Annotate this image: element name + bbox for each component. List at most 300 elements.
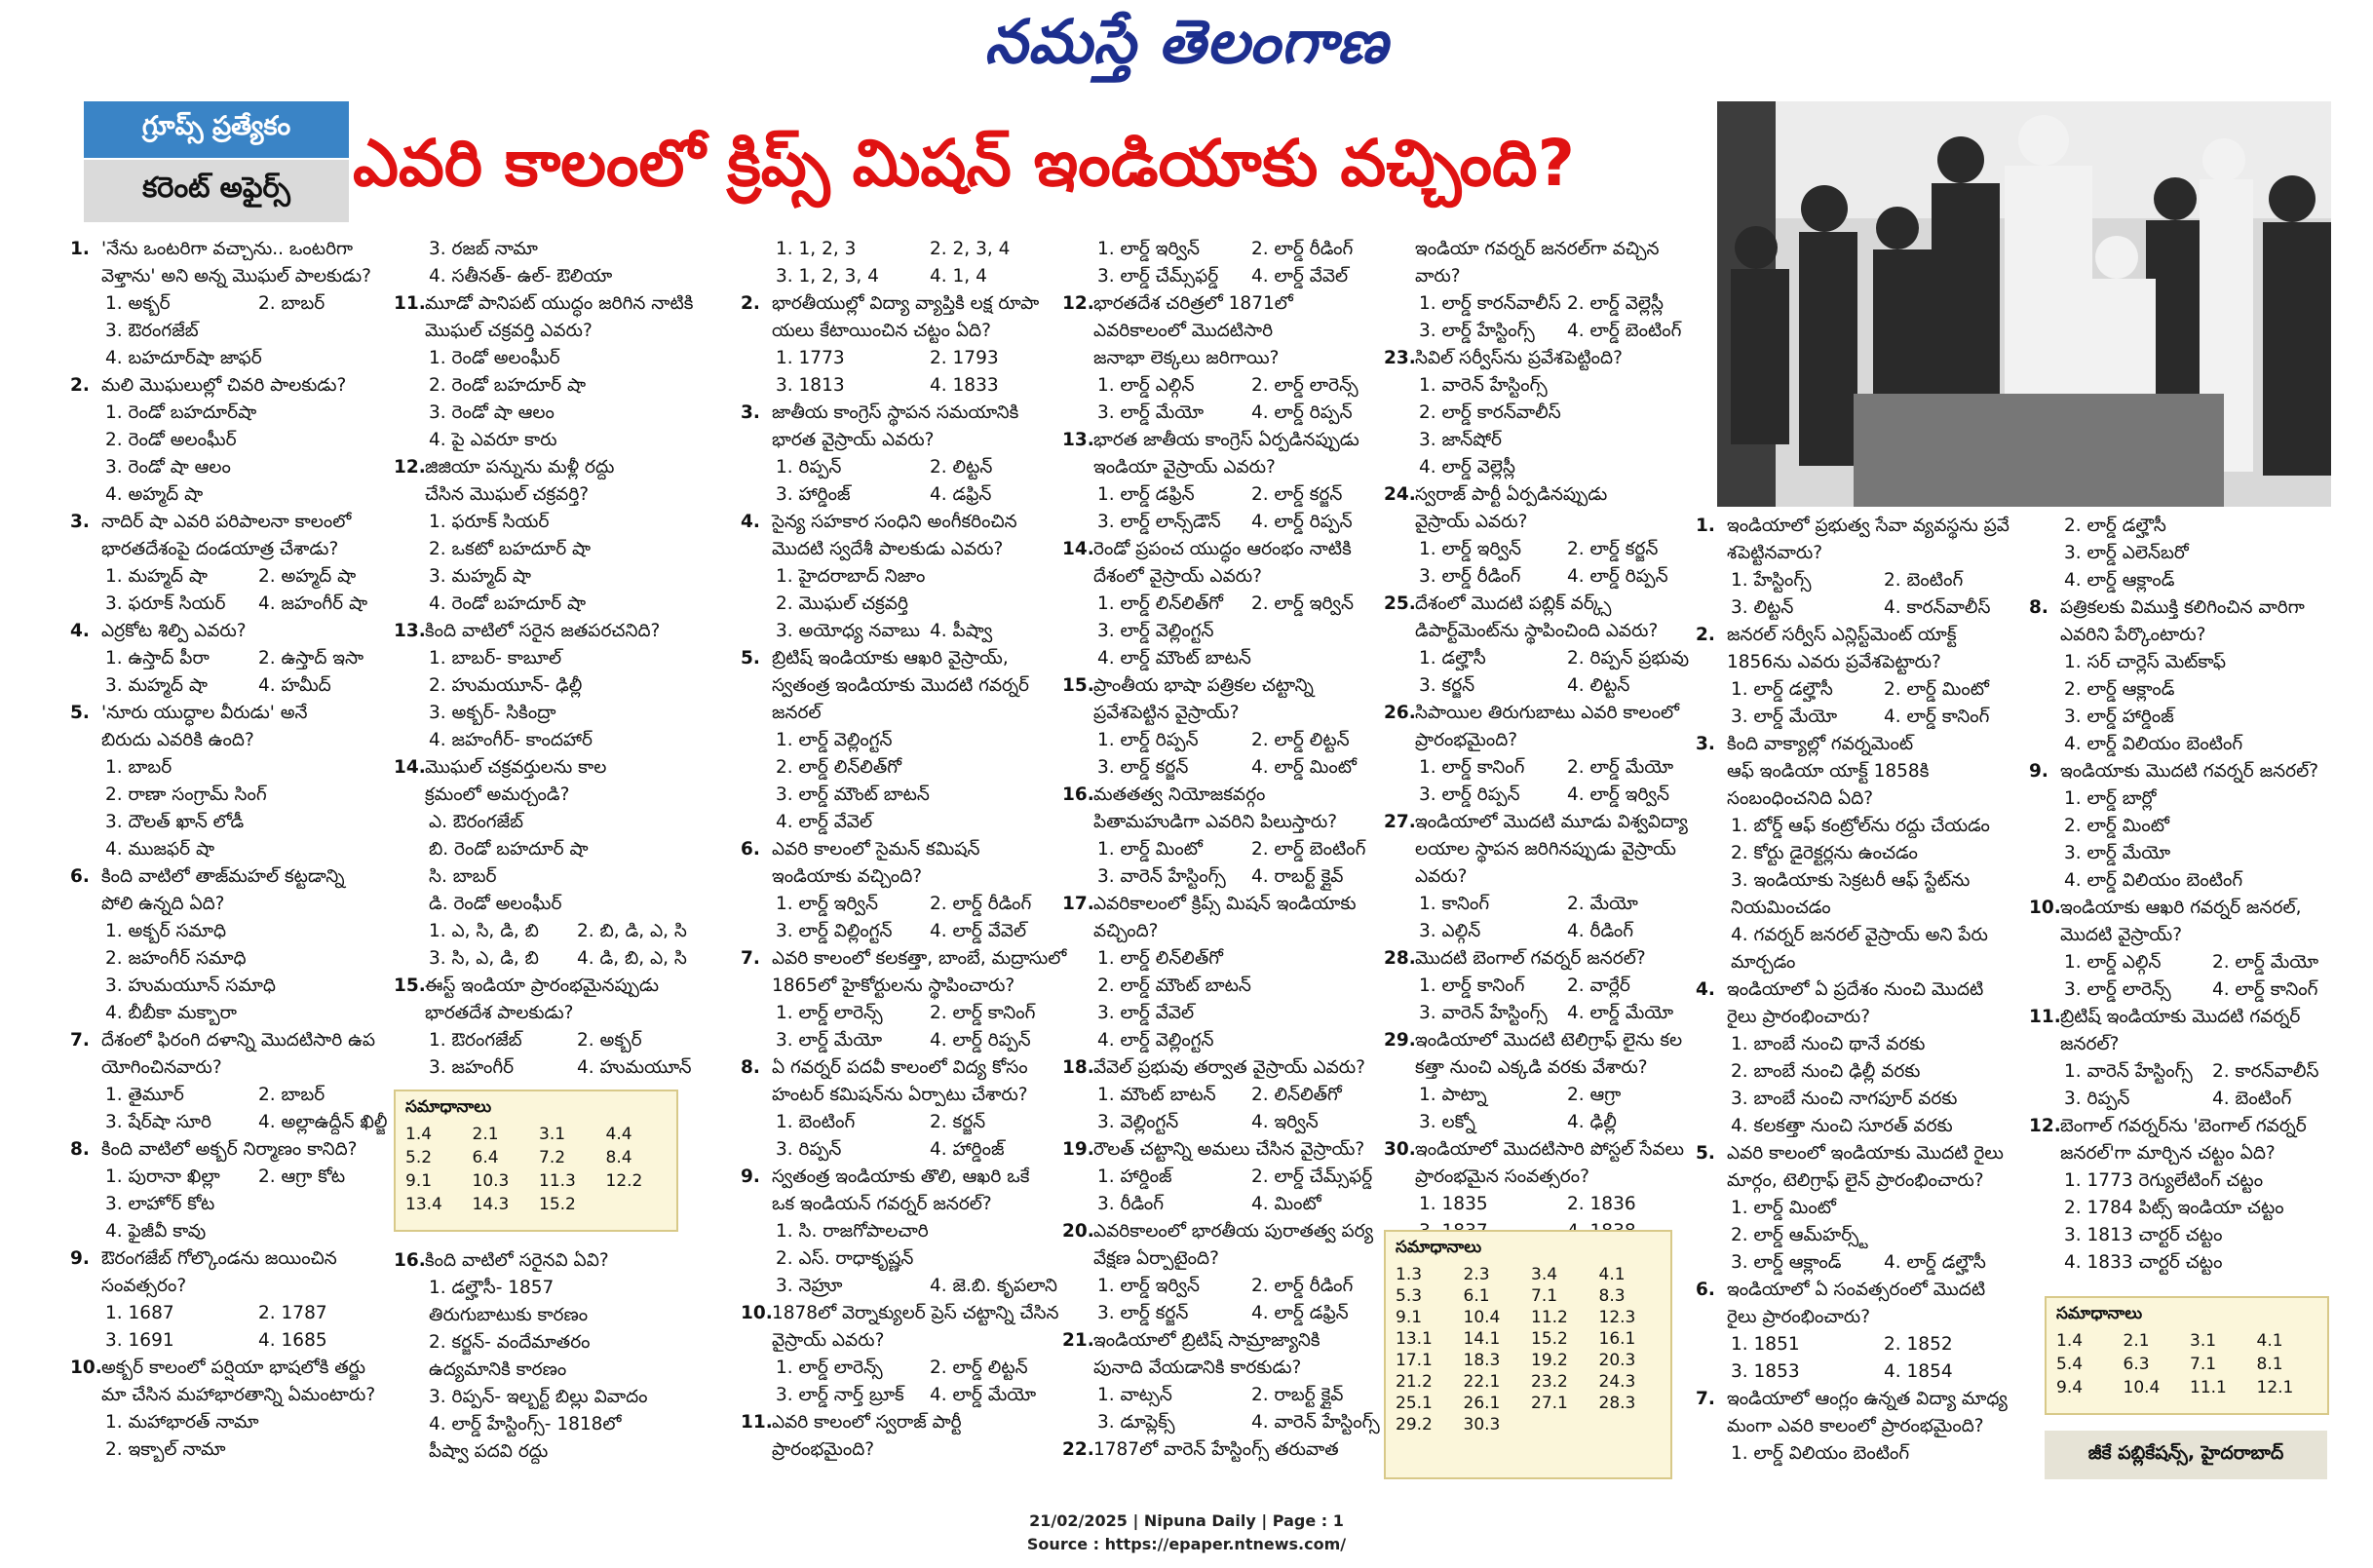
question-number: 1. — [70, 239, 90, 259]
option: 4. కారన్‌వాలీస్ — [1884, 597, 1991, 618]
topic-tag: కరెంట్ అఫైర్స్ — [84, 160, 349, 222]
question-text: 15.ప్రాంతీయ భాషా పత్రికల చట్టాన్ని — [1062, 672, 1405, 700]
question-text: శపెట్టినవారు? — [1727, 543, 1823, 563]
option: 1. లార్డ్ ఇర్విన్ — [1097, 239, 1200, 259]
answer-item: 9.1 — [1396, 1308, 1423, 1327]
option: 3. మహ్మద్ షా — [105, 675, 208, 696]
option-pair — [1062, 509, 1405, 536]
option: 4. లార్డ్ రిప్పన్ — [930, 1030, 1031, 1051]
option-pair — [394, 918, 725, 945]
option-pair — [1696, 1358, 2037, 1386]
question-text: 10.1878లో వెర్నాక్యులర్ ప్రెస్ చట్టాన్ని చేసిన — [741, 1300, 1084, 1327]
question-number: 26. — [1384, 703, 1416, 723]
option: 2. బాంబే నుంచి ఢిల్లీ వరకు — [1731, 1061, 1921, 1082]
option-pair — [741, 454, 1084, 481]
option: 3. హార్డింజ్ — [776, 484, 851, 505]
option: 1. లార్డ్ ఇర్విన్ — [776, 894, 878, 914]
question-number: 7. — [70, 1030, 90, 1051]
option: 3. లార్డ్ ఎలెన్‌బరో — [2064, 543, 2189, 563]
question-text: మొఘల్ చక్రవర్తి ఎవరు? — [425, 321, 593, 341]
question-text: 1. 'నేను ఒంటరిగా వచ్చాను.. ఒంటరిగా — [70, 236, 411, 263]
option: 3. నెహ్రూ — [776, 1276, 843, 1296]
answer-item: 3.1 — [539, 1125, 566, 1144]
option: 4. డఫ్రిన్ — [930, 484, 992, 505]
option-pair — [1062, 1300, 1405, 1327]
option: 3. సి, ఎ, డి, బి — [429, 948, 539, 969]
option: 2. లార్డ్ వెల్లెస్లీ — [1567, 293, 1665, 314]
option-pair — [1062, 1409, 1405, 1436]
question-number: 15. — [394, 975, 426, 996]
option: 4. లార్డ్ రిప్పన్ — [1251, 402, 1353, 423]
option: 2. బాబర్ — [258, 1085, 325, 1105]
option: 1. మహాభారత్ నామా — [105, 1412, 259, 1433]
option: 2. లార్డ్ లిన్‌లిత్‌గో — [776, 757, 901, 778]
option: 1. బెంటింగ్ — [776, 1112, 856, 1132]
question-text: 15.ఈస్ట్ ఇండియా ప్రారంభమైనప్పుడు — [394, 973, 725, 1000]
option-pair — [741, 1355, 1084, 1382]
option: ఎ. ఔరంగజేబ్ — [429, 812, 523, 832]
question-text: 14.మొఘల్ చక్రవర్తులను కాల — [394, 754, 725, 782]
option-pair — [2029, 949, 2360, 976]
option: 1. డల్హౌసీ — [1419, 648, 1486, 669]
question-number: 9. — [70, 1248, 90, 1269]
question-text: 28.మొదటి బెంగాల్ గవర్నర్ జనరల్? — [1384, 945, 1715, 973]
option: పీష్వా పదవి రద్దు — [429, 1441, 549, 1462]
question-text: వెళ్తాను' అని అన్న మొఘల్ పాలకుడు? — [101, 266, 371, 287]
question-text: ఇండియాకు వచ్చింది? — [772, 866, 923, 887]
question-text: 13.కింది వాటిలో సరైన జతపరచనిది? — [394, 618, 725, 645]
question-text: భారత వైస్రాయ్ ఎవరు? — [772, 430, 935, 450]
option: 2. లార్డ్ ఇర్విన్ — [1251, 593, 1354, 614]
option: 2. లార్డ్ చేమ్స్‌ఫర్డ్ — [1251, 1166, 1373, 1187]
option: 4. లార్డ్ డఫ్రిన్ — [1251, 1303, 1349, 1323]
option: 1. హార్డింజ్ — [1097, 1166, 1172, 1187]
question-text: 7. ఎవరి కాలంలో కలకత్తా, బాంబే, మద్రాసులో — [741, 945, 1084, 973]
answer-item: 10.4 — [1463, 1308, 1501, 1327]
question-text: ఇండియా గవర్నర్ జనరల్‌గా వచ్చిన — [1415, 239, 1660, 259]
option: 4. లార్డ్ డల్హౌసీ — [1884, 1252, 1986, 1273]
question-text: 10.ఇండియాకు ఆఖరి గవర్నర్ జనరల్, — [2029, 895, 2360, 922]
question-number: 14. — [394, 757, 426, 778]
option: 1. సి. రాజగోపాలచారి — [776, 1221, 929, 1242]
answer-item: 9.4 — [2056, 1378, 2084, 1397]
option: 2. లార్డ్ మేయో — [2212, 952, 2319, 973]
question-text: 17.ఎవరికాలంలో క్రిప్స్ మిషన్ ఇండియాకు — [1062, 891, 1405, 918]
answer-item: 25.1 — [1396, 1394, 1433, 1413]
option-pair — [1062, 1191, 1405, 1218]
question-text: 9. ఇండియాకు మొదటి గవర్నర్ జనరల్? — [2029, 758, 2360, 785]
answer-item: 19.2 — [1531, 1351, 1568, 1370]
option-pair — [1062, 400, 1405, 427]
question-text: 23.సివిల్ సర్వీస్‌ను ప్రవేశపెట్టింది? — [1384, 345, 1715, 372]
answer-item: 1.3 — [1396, 1265, 1423, 1284]
option-pair — [1062, 754, 1405, 782]
option: 1. 1773 — [776, 348, 845, 368]
option-pair — [394, 1027, 725, 1054]
option: 2. ఇక్బాల్ నామా — [105, 1439, 226, 1460]
option: 2. కోర్టు డైరెక్టర్లను ఉంచడం — [1731, 843, 1918, 863]
option-pair — [1384, 1082, 1715, 1109]
question-number: 7. — [1696, 1389, 1715, 1409]
answer-item: 7.2 — [539, 1148, 566, 1167]
question-text: ఎవరిని పేర్కొంటారు? — [2060, 625, 2206, 645]
option: 2. 2, 3, 4 — [930, 239, 1011, 259]
option-pair — [70, 290, 411, 318]
option-pair — [70, 591, 411, 618]
option: 4. లార్డ్ వేవెల్ — [776, 812, 873, 832]
answer-item: 2.1 — [2123, 1331, 2150, 1351]
option: 3. బాంబే నుంచి నాగపూర్ వరకు — [1731, 1089, 1958, 1109]
option: 4. 1685 — [258, 1330, 327, 1351]
option-pair — [741, 1027, 1084, 1054]
option: 3. లక్నో — [1419, 1112, 1475, 1132]
question-text: 10.అక్బర్ కాలంలో పర్షియా భాషలోకి తర్జు — [70, 1355, 411, 1382]
answer-item: 9.1 — [405, 1171, 433, 1191]
answer-item: 12.1 — [2256, 1378, 2294, 1397]
option: 1. లార్డ్ లిన్‌లిత్‌గో — [1097, 948, 1223, 969]
answer-box-british — [1384, 1230, 1672, 1479]
option: 2. లార్డ్ కర్జన్ — [1251, 484, 1343, 505]
question-text: 9. ఔరంగజేబ్ గోల్కొండను జయించిన — [70, 1245, 411, 1273]
option: 3. 1813 చార్టర్ చట్టం — [2064, 1225, 2223, 1245]
option: 1. ఉస్తాద్ పీరా — [105, 648, 210, 669]
option: 4. ముజఫర్ షా — [105, 839, 215, 860]
option-pair — [1384, 672, 1715, 700]
answer-item: 12.2 — [605, 1171, 643, 1191]
option: 3. లార్డ్ ఆక్లాండ్ — [1731, 1252, 1842, 1273]
option: 1. సర్ చార్లెస్ మెట్‌కాఫ్ — [2064, 652, 2227, 672]
option: 2. లార్డ్ రీడింగ్ — [1251, 239, 1354, 259]
option-pair — [741, 618, 1084, 645]
question-text: 19.రౌలత్ చట్టాన్ని అమలు చేసిన వైస్రాయ్? — [1062, 1136, 1405, 1164]
option: 3. లార్డ్ లారెన్స్ — [2064, 979, 2171, 1000]
question-number: 16. — [1062, 784, 1094, 805]
option: 1. బోర్డ్ ఆఫ్ కంట్రోల్‌ను రద్దు చేయడం — [1731, 816, 1990, 836]
question-text: వచ్చింది? — [1093, 921, 1159, 941]
question-text: యలు కేటాయించిన చట్టం ఏది? — [772, 321, 991, 341]
option-pair — [1384, 973, 1715, 1000]
option-pair — [1384, 782, 1715, 809]
question-column-3 — [741, 236, 1084, 1493]
option: 2. 1787 — [258, 1303, 327, 1323]
question-text: 26.సిపాయిల తిరుగుబాటు ఎవరి కాలంలో — [1384, 700, 1715, 727]
question-text: పునాది వేయడానికి కారకుడు? — [1093, 1358, 1302, 1378]
option: 4. లార్డ్ ఆక్లాండ్ — [2064, 570, 2175, 591]
answer-item: 29.2 — [1396, 1415, 1433, 1434]
question-text: లయాల స్థాపన జరిగినప్పుడు వైస్రాయ్ — [1415, 839, 1676, 860]
option: 2. లార్డ్ బెంటింగ్ — [1251, 839, 1366, 860]
question-text: 3. నాదిర్ షా ఎవరి పరిపాలనా కాలంలో — [70, 509, 411, 536]
option: 2. రెండో బహదూర్ షా — [429, 375, 587, 396]
option-pair — [1696, 676, 2037, 704]
option: 2. ఒకటో బహదూర్ షా — [429, 539, 592, 559]
option: 1. అక్బర్ — [105, 293, 171, 314]
option: 2. లార్డ్ లారెన్స్ — [1251, 375, 1359, 396]
option-pair — [1384, 318, 1715, 345]
option-pair — [1062, 727, 1405, 754]
option-pair — [1384, 563, 1715, 591]
option: 4. అహ్మద్ షా — [105, 484, 204, 505]
option: 3. లార్డ్ మౌంట్ బాటన్ — [776, 784, 930, 805]
option-pair — [2029, 976, 2360, 1004]
option-pair — [1696, 1331, 2037, 1358]
question-number: 9. — [741, 1166, 760, 1187]
question-number: 4. — [70, 621, 90, 641]
option: 4. లార్డ్ వెల్లెస్లీ — [1419, 457, 1516, 478]
question-text: 6. ఇండియాలో ఏ సంవత్సరంలో మొదటి — [1696, 1277, 2037, 1304]
question-text: 21.ఇండియాలో బ్రిటిష్ సామ్రాజ్యానికి — [1062, 1327, 1405, 1355]
question-text: ఎవరు? — [1415, 866, 1468, 887]
question-number: 13. — [1062, 430, 1094, 450]
option-pair — [741, 1109, 1084, 1136]
question-text: 7. ఇండియాలో ఆంగ్లం ఉన్నత విద్యా మాధ్య — [1696, 1386, 2037, 1413]
question-number: 18. — [1062, 1057, 1094, 1078]
option: 2. రెండో అలంఘీర్ — [105, 430, 237, 450]
option: 4. సతీనత్- ఉల్- ఔలియా — [429, 266, 613, 287]
question-number: 11. — [741, 1412, 773, 1433]
option: 4. లార్డ్ విలియం బెంటింగ్ — [2064, 870, 2243, 891]
option: 1. 1687 — [105, 1303, 174, 1323]
option: 3. లార్డ్ నార్త్ బ్రూక్ — [776, 1385, 904, 1405]
option-pair — [1384, 918, 1715, 945]
question-number: 21. — [1062, 1330, 1094, 1351]
question-number: 19. — [1062, 1139, 1094, 1160]
answer-item: 27.1 — [1531, 1394, 1568, 1413]
option: 4. హుమయూన్ — [577, 1057, 692, 1078]
question-text: ప్రవేశపెట్టిన వైస్రాయ్? — [1093, 703, 1240, 723]
option: 2. జహంగీర్ సమాధి — [105, 948, 247, 969]
option: 3. వారెన్ హేస్టింగ్స్ — [1097, 866, 1226, 887]
option: 4. 1854 — [1884, 1361, 1953, 1382]
option-pair — [741, 1000, 1084, 1027]
option-pair — [1062, 1382, 1405, 1409]
question-text: మంగా ఎవరి కాలంలో ప్రారంభమైంది? — [1727, 1416, 1984, 1436]
question-text: 2. జనరల్ సర్వీస్ ఎన్లిస్ట్‌మెంట్ యాక్ట్ — [1696, 622, 2037, 649]
option: 4. బహదూర్‌షా జాఫర్ — [105, 348, 262, 368]
publisher-credit: జీకే పబ్లికేషన్స్, హైదరాబాద్ — [2045, 1431, 2327, 1479]
answer-box-label: సమాధానాలు — [405, 1097, 492, 1117]
option: 2. ఆగ్రా కోట — [258, 1166, 346, 1187]
option: 3. లార్డ్ హార్డింజ్ — [2064, 707, 2174, 727]
option: 1. వారెన్ హేస్టింగ్స్ — [2064, 1061, 2193, 1082]
question-text: 3. జాతీయ కాంగ్రెస్ స్థాపన సమయానికి — [741, 400, 1084, 427]
option: 2. ఉస్తాద్ ఇసా — [258, 648, 364, 669]
option: 2. లార్డ్ ఆక్లాండ్ — [2064, 679, 2175, 700]
question-text: 7. దేశంలో ఫిరంగి దళాన్ని మొదటిసారి ఉప — [70, 1027, 411, 1054]
question-text: 25.దేశంలో మొదటి పబ్లిక్ వర్క్స్ — [1384, 591, 1715, 618]
answer-item: 20.3 — [1598, 1351, 1636, 1370]
option: 3. షేర్‌షా సూరి — [105, 1112, 211, 1132]
option: 4. 1833 చార్టర్ చట్టం — [2064, 1252, 2223, 1273]
option: 2. లిన్‌లిత్‌గో — [1251, 1085, 1342, 1105]
option: 3. రజబ్ నామా — [429, 239, 538, 259]
option: 3. అయోధ్య నవాబు — [776, 621, 920, 641]
answer-item: 11.3 — [539, 1171, 576, 1191]
option: నియమించడం — [1731, 898, 1831, 918]
option-pair — [741, 891, 1084, 918]
option: 4. ఫైజీవీ కావు — [105, 1221, 207, 1242]
option: 3. ఇండియాకు సెక్రటరీ ఆఫ్ స్టేట్‌ను — [1731, 870, 1971, 891]
option: 4. పీష్వా — [930, 621, 993, 641]
option: 3. లార్డ్ వేవెల్ — [1097, 1003, 1195, 1023]
question-text: 4. ఇండియాలో ఏ ప్రదేశం నుంచి మొదటి — [1696, 976, 2037, 1004]
option: 4. లార్డ్ కానింగ్ — [2212, 979, 2318, 1000]
question-text: యోగించినవారు? — [101, 1057, 222, 1078]
question-number: 25. — [1384, 593, 1416, 614]
option: 2. బి, డి, ఎ, సి — [577, 921, 687, 941]
option: 3. లార్డ్ విల్లింగ్టన్ — [776, 921, 893, 941]
answer-item: 15.2 — [539, 1195, 576, 1214]
option: 4. కలకత్తా నుంచి సూరత్ వరకు — [1731, 1116, 1953, 1136]
answer-item: 4.4 — [605, 1125, 632, 1144]
option: 4. లార్డ్ బెంటింగ్ — [1567, 321, 1682, 341]
answer-item: 3.1 — [2190, 1331, 2217, 1351]
question-text: భారతదేశంపై దండయాత్ర చేశాడు? — [101, 539, 339, 559]
question-number: 12. — [394, 457, 426, 478]
option: 3. లాహోర్ కోట — [105, 1194, 215, 1214]
question-number: 8. — [741, 1057, 760, 1078]
question-text: 12.భారతదేశ చరిత్రలో 1871లో — [1062, 290, 1405, 318]
answer-item: 4.1 — [1598, 1265, 1626, 1284]
option: 4. లార్డ్ వేవెల్ — [1251, 266, 1349, 287]
option: 4. లార్డ్ విలియం బెంటింగ్ — [2064, 734, 2243, 754]
question-column-6 — [1696, 513, 2037, 1487]
question-text: డిపార్ట్‌మెంట్‌ను స్థాపించింది ఎవరు? — [1415, 621, 1659, 641]
option-pair — [741, 372, 1084, 400]
answer-item: 10.4 — [2123, 1378, 2161, 1397]
option: 1. బాంబే నుంచి థానే వరకు — [1731, 1034, 1926, 1054]
option: 3. అక్బర్- సికింద్రా — [429, 703, 556, 723]
option: 2. రాబర్ట్ క్లైవ్ — [1251, 1385, 1344, 1405]
option: 2. మేయో — [1567, 894, 1638, 914]
option: 2. 1836 — [1567, 1194, 1636, 1214]
answer-item: 6.1 — [1463, 1286, 1490, 1306]
option: 2. హుమయూన్- ఢిల్లీ — [429, 675, 583, 696]
option: 3. లార్డ్ కర్జన్ — [1097, 757, 1189, 778]
option: 4. 1833 — [930, 375, 999, 396]
option: 4. డి, బి, ఎ, సి — [577, 948, 687, 969]
question-text: ఇండియా వైస్రాయ్ ఎవరు? — [1093, 457, 1276, 478]
question-text: పితామహుడిగా ఎవరిని పిలుస్తారు? — [1093, 812, 1338, 832]
option: 2. అహ్మద్ షా — [258, 566, 357, 587]
option: 3. ఫరూక్ సియర్ — [105, 593, 226, 614]
question-number: 2. — [70, 375, 90, 396]
historical-photo — [1717, 101, 2331, 507]
question-text: 4. సైన్య సహకార సంధిని అంగీకరించిన — [741, 509, 1084, 536]
question-number: 27. — [1384, 812, 1416, 832]
option: 1. బాబర్ — [105, 757, 172, 778]
question-text: జనరల్? — [2060, 1034, 2120, 1054]
option: 1. లార్డ్ ఎల్గిన్ — [2064, 952, 2162, 973]
option-pair — [1062, 263, 1405, 290]
option: 1. ఎ, సి, డి, బి — [429, 921, 539, 941]
option-pair — [2029, 1058, 2360, 1086]
option: 3. జహంగీర్ — [429, 1057, 515, 1078]
option: 4. రీడింగ్ — [1567, 921, 1634, 941]
option-pair — [70, 1082, 411, 1109]
option: 2. లార్డ్ లిట్టన్ — [930, 1358, 1028, 1378]
answer-item: 22.1 — [1463, 1372, 1501, 1392]
option: 3. వారెన్ హేస్టింగ్స్ — [1419, 1003, 1548, 1023]
option-pair — [1696, 594, 2037, 622]
answer-item: 5.3 — [1396, 1286, 1423, 1306]
option: 4. జహంగీర్ షా — [258, 593, 368, 614]
option: 3. లార్డ్ మేయో — [2064, 843, 2171, 863]
option: 3. హుమయూన్ సమాధి — [105, 975, 276, 996]
option: 1. లార్డ్ విలియం బెంటింగ్ — [1731, 1443, 1910, 1464]
option: 2. లార్డ్ రీడింగ్ — [1251, 1276, 1354, 1296]
question-number: 3. — [1696, 734, 1715, 754]
option: 4. ఇర్విన్ — [1251, 1112, 1319, 1132]
question-number: 12. — [1062, 293, 1094, 314]
option: 1. వారెన్ హేస్టింగ్స్ — [1419, 375, 1548, 396]
option: 2. లార్డ్ ఆమ్‌హర్స్ట్ — [1731, 1225, 1868, 1245]
question-text: 2. మలి మొఘలుల్లో చివరి పాలకుడు? — [70, 372, 411, 400]
option: 3. వెల్లింగ్టన్ — [1097, 1112, 1179, 1132]
option: 3. 1691 — [105, 1330, 174, 1351]
question-number: 14. — [1062, 539, 1094, 559]
answer-item: 28.3 — [1598, 1394, 1636, 1413]
question-number: 28. — [1384, 948, 1416, 969]
footer-date-line: 21/02/2025 | Nipuna Daily | Page : 1 — [1029, 1511, 1344, 1530]
option: 4. లార్డ్ మౌంట్ బాటన్ — [1097, 648, 1251, 669]
question-number: 3. — [741, 402, 760, 423]
question-text: 1865లో హైకోర్టులను స్థాపించారు? — [772, 975, 1015, 996]
option: 2. కారన్‌వాలీస్ — [2212, 1061, 2319, 1082]
answer-box-governors — [2045, 1296, 2329, 1415]
option: 2. లార్డ్ కానింగ్ — [930, 1003, 1036, 1023]
question-number: 1. — [1696, 516, 1715, 536]
answer-item: 18.3 — [1463, 1351, 1501, 1370]
option: 4. పై ఎవరూ కారు — [429, 430, 557, 450]
answer-item: 13.4 — [405, 1195, 442, 1214]
option: 3. రీడింగ్ — [1097, 1194, 1165, 1214]
option: 1. లార్డ్ ఇర్విన్ — [1419, 539, 1521, 559]
answer-item: 5.4 — [2056, 1355, 2084, 1374]
question-text: జనాభా లెక్కలు జరిగాయి? — [1093, 348, 1280, 368]
question-number: 23. — [1384, 348, 1416, 368]
group-photo-icon — [1717, 101, 2331, 507]
question-text: 16.మతతత్వ నియోజకవర్గం — [1062, 782, 1405, 809]
question-text: 8. పత్రికలకు విముక్తి కలిగించిన వారిగా — [2029, 594, 2360, 622]
question-text: 12.జిజియా పన్నును మళ్లీ రద్దు — [394, 454, 725, 481]
question-number: 6. — [1696, 1280, 1715, 1300]
question-text: 12.బెంగాల్ గవర్నర్‌ను 'బెంగాల్ గవర్నర్ — [2029, 1113, 2360, 1140]
question-text: ఒక ఇండియన్ గవర్నర్ జనరల్? — [772, 1194, 992, 1214]
question-text: 11.మూడో పానిపట్ యుద్ధం జరిగిన నాటికి — [394, 290, 725, 318]
option: 3. లార్డ్ వెల్లింగ్టన్ — [1097, 621, 1214, 641]
option: 4. బీబీకా మక్బారా — [105, 1003, 237, 1023]
option-pair — [70, 1164, 411, 1191]
option: 1. 1851 — [1731, 1334, 1800, 1355]
option: 3. లార్డ్ చేమ్స్‌ఫర్డ్ — [1097, 266, 1219, 287]
question-text: 5. 'నూరు యుద్ధాల వీరుడు' అనే — [70, 700, 411, 727]
option: 4. మింటో — [1251, 1194, 1321, 1214]
option: 4. లార్డ్ మేయో — [1567, 1003, 1674, 1023]
option: 3. లార్డ్ రిప్పన్ — [1419, 784, 1520, 805]
option: 4. హమీద్ — [258, 675, 331, 696]
question-number: 5. — [1696, 1143, 1715, 1164]
option: 4. లార్డ్ హేస్టింగ్స్- 1818లో — [429, 1414, 622, 1434]
question-text: 8. కింది వాటిలో అక్బర్ నిర్మాణం కానిది? — [70, 1136, 411, 1164]
option: 1. లార్డ్ డల్హౌసీ — [1731, 679, 1833, 700]
answer-box-label: సమాధానాలు — [1396, 1238, 1482, 1257]
option-pair — [741, 1382, 1084, 1409]
question-text: 11.ఎవరి కాలంలో స్వరాజ్ పార్టీ — [741, 1409, 1084, 1436]
question-number: 15. — [1062, 675, 1094, 696]
answer-item: 2.3 — [1463, 1265, 1490, 1284]
option: 4. లార్డ్ ఇర్విన్ — [1567, 784, 1669, 805]
